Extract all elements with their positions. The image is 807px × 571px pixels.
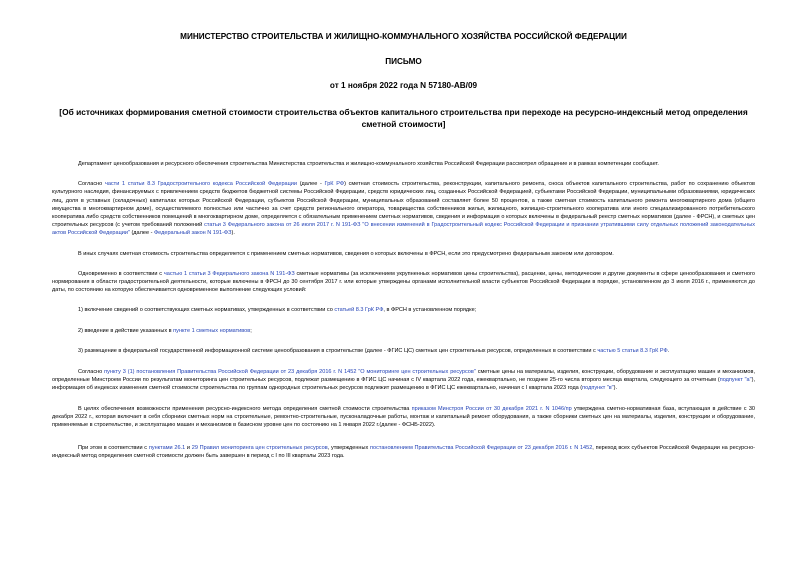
paragraph-text: ). [613, 385, 618, 392]
paragraph [52, 306, 755, 314]
paragraph [52, 444, 755, 460]
paragraph [52, 405, 755, 430]
paragraph-text: сметные цены на материалы, изделия, конструкции, оборудование и эксплуатацию машин и механизмов, определенные Минстроем России по результатам мониторинга цен строительных ресурсов, подлежат размещению в ФГИС ЦС начиная с IV квартала 2022 года, ежеквартально, не позднее 25-го числа второго месяца квартала, следующего за отчетным ( [52, 369, 755, 384]
link-federal-law-191-art-3[interactable]: статьи 3 Федерального закона от 26 июля 2017 г. N 191-ФЗ "О внесении изменений в Градостроительный кодекс Российской Федерации и признании утратившими силу отдельных положений законодательных актов Российской Федерации" [52, 222, 755, 237]
paragraph-text: При этом в соответствии с [78, 445, 149, 452]
link-subitem-v[interactable]: подпункт "в" [582, 385, 614, 392]
paragraph [52, 270, 755, 295]
link-grk-rf-art-8-3-short[interactable]: статьей 8.3 ГрК РФ [334, 307, 384, 314]
link-items-26-1[interactable]: пунктами 26.1 [148, 445, 186, 452]
paragraph [52, 368, 755, 393]
paragraph [52, 250, 755, 258]
link-government-decree-1452[interactable]: постановлением Правительства Российской Федерации от 23 декабря 2016 г. N 1452 [369, 445, 593, 452]
paragraph-text: 2) введение в действие указанных в [78, 327, 174, 334]
paragraph-text: . [667, 347, 670, 354]
paragraph-text: , переход всех субъектов Российской Федерации на ресурсно-индексный метод определения сметной стоимости должен быть завершен в период с I по III кварталы 2023 года. [52, 445, 756, 460]
ministry-name: МИНИСТЕРСТВО СТРОИТЕЛЬСТВА И ЖИЛИЩНО-КОММУНАЛЬНОГО ХОЗЯЙСТВА РОССИЙСКОЙ ФЕДЕРАЦИИ [180, 32, 627, 41]
paragraph-text: Согласно [78, 181, 105, 188]
paragraph-text: (далее - [129, 230, 154, 237]
document-header [52, 32, 755, 91]
link-item-1[interactable]: пункте 1 сметных нормативов [173, 327, 251, 334]
paragraph-text: ; [250, 327, 252, 334]
paragraph-text: 3) размещение в федеральной государственной информационной системе ценообразования в строительстве (далее - ФГИС ЦС) сметных цен строительных ресурсов, определенных в соответствии с [78, 347, 598, 354]
paragraph [52, 160, 755, 168]
link-monitoring-rules-29[interactable]: 29 Правил мониторинга цен строительных ресурсов [191, 445, 328, 452]
paragraph-text: ), информация об индексах изменения сметной стоимости строительства по группам однородных строительных ресурсов подлежит размещению в ФГИС ЦС ежеквартально, начиная с I квартала 2023 года ( [52, 377, 756, 392]
link-grk-rf[interactable]: ГрК РФ [324, 181, 345, 188]
paragraph [52, 347, 755, 355]
paragraph-text: В целях обеспечения возможности применения ресурсно-индексного метода определения сметной стоимости строительства [78, 405, 412, 412]
paragraph-text: ). [231, 230, 235, 237]
paragraph-text: сметные нормативы (за исключением укрупненных нормативов цены строительства), расценки, цены, методические и другие документы в сфере ценообразования и сметного нормирования в области градостроительной деятельности, которые включены в ФРСН до 30 сентября 2017 г. или которые утверждены органами исполнительной власти субъектов Российской Федерации в порядке, установленном до 3 июля 2016 г., применяются до даты, по состоянию на которую обеспечивается одновременное выполнение следующих условий: [52, 270, 755, 294]
link-federal-law-191[interactable]: Федеральный закон N 191-ФЗ [153, 230, 232, 237]
paragraph-text: утверждена сметно-нормативная база, вступающая в действие с 30 декабря 2022 г., которая включает в себя сборники сметных норм на строительные, ремонтно-строительные, пусконаладочные работы, монтаж и капитальный ремонт оборудования, а также сборники сметных цен на материалы, изделия, конструкции и оборудование, применяемые в строительстве, и эксплуатацию машин и механизмов в базисном уровне цен по состоянию на 1 января 2022 г.(далее - ФСНБ-2022). [52, 405, 755, 429]
paragraph [52, 327, 755, 335]
paragraph-text: Одновременно в соответствии с [78, 270, 164, 277]
document-title: [Об источниках формирования сметной стоимости строительства объектов капитального строительства при переходе на ресурсно-индексный метод определения сметной стоимости] [59, 107, 748, 129]
paragraph-text: 1) включение сведений о соответствующих сметных нормативах, утвержденных в соответствии со [78, 307, 335, 314]
link-subitem-a[interactable]: подпункт "а" [719, 377, 752, 384]
document-date-number: от 1 ноября 2022 года N 57180-АВ/09 [329, 81, 478, 90]
paragraph-text: ) сметная стоимость строительства, реконструкции, капитального ремонта, сноса объектов капитального строительства, работ по сохранению объектов культурного наследия, финансируемых с привлечением средств бюджетов бюджетной системы Российской Федерации, средств юридических лиц, созданных Российской Федерацией, субъектами Российской Федерации, муниципальными образованиями, юридических лиц, доля в уставных (складочных) капиталах которых Российской Федерации, субъектов Российской Федерации, муниципальных образований составляет более 50 процентов, а также сметная стоимость капитального ремонта многоквартирного дома (общего имущества в многоквартирном доме), осуществляемого полностью или частично за счет средств регионального оператора, товарищества собственников жилья, жилищного, жилищно-строительного кооператива или иного специализированного потребительского кооператива либо средств собственников помещений в многоквартирном доме, определяется с обязательным применением сметных нормативов, сведения и информация о которых включены в федеральный реестр сметных нормативов (далее - ФРСН), и сметных цен строительных ресурсов (с учетом требований положений [52, 181, 756, 229]
paragraph [52, 180, 755, 237]
link-federal-law-191-part-1[interactable]: частью 1 статьи 3 Федерального закона N 191-ФЗ [163, 270, 295, 277]
document-type: ПИСЬМО [385, 57, 422, 66]
link-minstroy-order-1046[interactable]: приказом Минстроя России от 30 декабря 2021 г. N 1046/пр [411, 405, 572, 412]
paragraph-text: , утвержденных [327, 445, 370, 452]
paragraph-text: (далее - [297, 181, 325, 188]
paragraph-text: Департамент ценообразования и ресурсного обеспечения строительства Министерства строительства и жилищно-коммунального хозяйства Российской Федерации рассмотрел обращение и в рамках компетенции сообщает. [78, 161, 659, 167]
paragraph-text: и [185, 445, 192, 452]
link-grk-rf-art-8-3[interactable]: части 1 статьи 8.3 Градостроительного кодекса Российской Федерации [104, 181, 298, 188]
link-grk-rf-art-8-3-part-5[interactable]: частью 5 статьи 8.3 ГрК РФ [597, 347, 668, 354]
paragraph-text: В иных случаях сметная стоимость строительства определяется с применением сметных нормативов, сведения о которых включены в ФРСН, если это предусмотрено федеральным законом или договором. [78, 250, 614, 257]
link-government-decree-1452-item-3-1[interactable]: пункту 3 (1) постановления Правительства Российской Федерации от 23 декабря 2016 г. N 1452 "О мониторинге цен строительных ресурсов" [104, 369, 476, 376]
paragraph-text: , в ФРСН в установленном порядке; [383, 307, 477, 314]
paragraph-text: Согласно [78, 369, 105, 376]
document-body [52, 160, 755, 461]
